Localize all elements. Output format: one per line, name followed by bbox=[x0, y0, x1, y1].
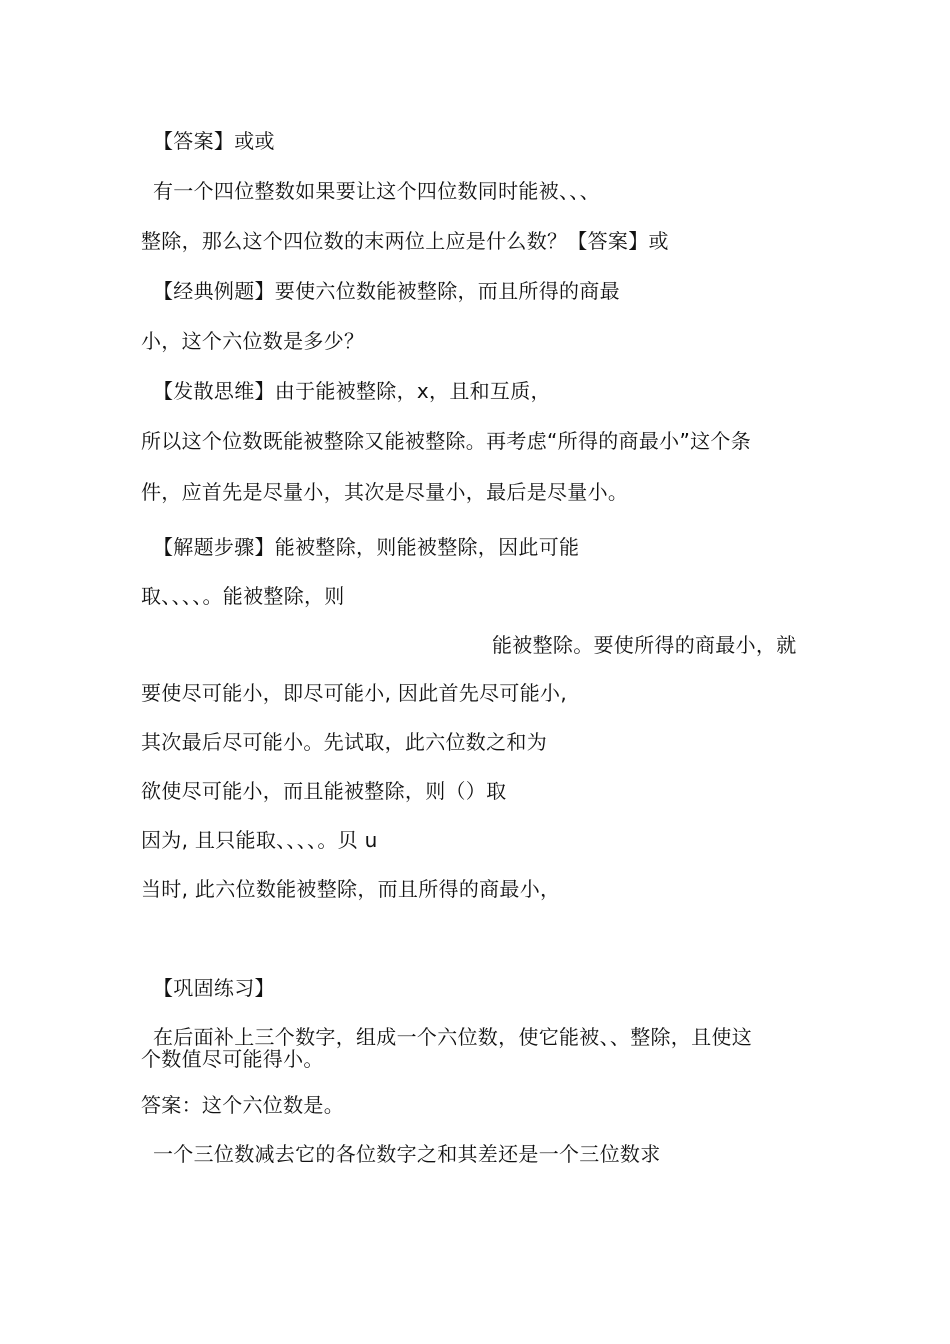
practice-heading: 【巩固练习】 bbox=[153, 976, 275, 1000]
answer-line-1: 【答案】或或 bbox=[153, 129, 275, 153]
practice-line-1: 在后面补上三个数字，组成一个六位数，使它能被、、整除，且使这 bbox=[153, 1025, 752, 1049]
solution-line-4: 要使尽可能小，即尽可能小, 因此首先尽可能小, bbox=[141, 681, 567, 705]
solution-line-7: 因为, 且只能取、、、、。贝 u bbox=[141, 828, 378, 852]
thinking-line-3: 件，应首先是尽量小，其次是尽量小，最后是尽量小。 bbox=[141, 480, 629, 504]
solution-line-6: 欲使尽可能小，而且能被整除，则（）取 bbox=[141, 779, 507, 803]
thinking-line-1: 【发散思维】由于能被整除，x，且和互质， bbox=[153, 379, 551, 403]
solution-line-8: 当时, 此六位数能被整除，而且所得的商最小， bbox=[141, 877, 561, 901]
solution-line-3: 能被整除。要使所得的商最小，就 bbox=[492, 633, 797, 657]
practice-line-3: 一个三位数减去它的各位数字之和其差还是一个三位数求 bbox=[153, 1142, 661, 1166]
thinking-line-2: 所以这个位数既能被整除又能被整除。再考虑“所得的商最小”这个条 bbox=[141, 429, 752, 453]
question-line-2: 整除，那么这个四位数的末两位上应是什么数？【答案】或 bbox=[141, 229, 669, 253]
question-line-1: 有一个四位整数如果要让这个四位数同时能被、、、 bbox=[153, 179, 600, 203]
practice-line-2: 个数值尽可能得小。 bbox=[141, 1047, 324, 1071]
solution-line-5: 其次最后尽可能小。先试取，此六位数之和为 bbox=[141, 730, 547, 754]
solution-line-2: 取、、、、。能被整除，则 bbox=[141, 584, 345, 608]
example-line-1: 【经典例题】要使六位数能被整除，而且所得的商最 bbox=[153, 279, 620, 303]
solution-line-1: 【解题步骤】能被整除，则能被整除，因此可能 bbox=[153, 535, 580, 559]
practice-answer: 答案：这个六位数是。 bbox=[141, 1093, 344, 1117]
example-line-2: 小，这个六位数是多少？ bbox=[141, 329, 365, 353]
